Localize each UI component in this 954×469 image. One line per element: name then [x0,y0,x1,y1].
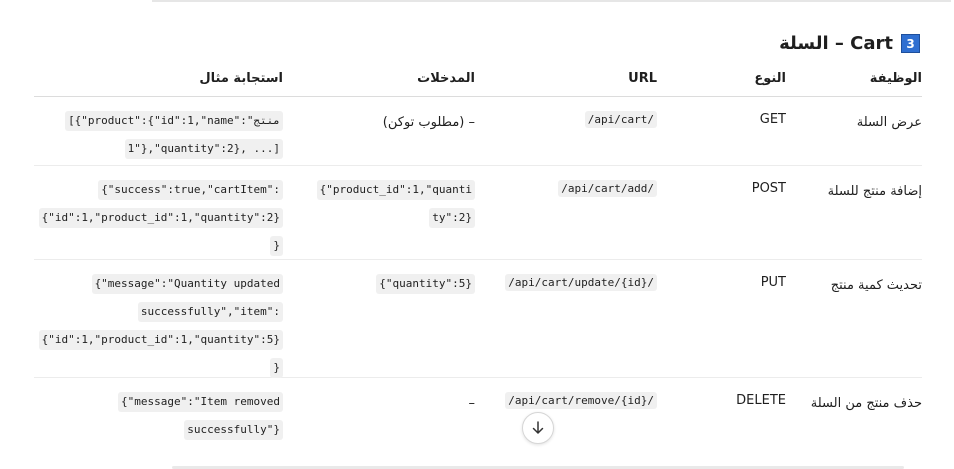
inputs-code-line: ty":2} [429,208,475,228]
scroll-to-bottom-button[interactable] [522,412,554,444]
cell-inputs [300,274,475,302]
cell-inputs [300,111,475,135]
cell-url [487,111,657,129]
table-row [34,97,922,166]
section-heading [779,33,920,54]
cell-inputs [300,392,475,416]
response-code-line: successfully"} [184,420,283,440]
cell-function: إضافة منتج للسلة [827,184,922,199]
inputs-text: – [468,396,475,411]
url-code: /api/cart/remove/{id}/ [505,392,657,409]
response-code-line: {"success":true,"cartItem": [98,180,283,200]
cart-api-table [34,62,922,458]
inputs-code-line: {"quantity":5} [376,274,475,294]
cell-example-response [34,180,283,264]
url-code: /api/cart/update/{id}/ [505,274,657,291]
section-title: Cart – السلة [779,33,893,54]
inputs-code-line: {"product_id":1,"quanti [317,180,475,200]
response-code-line: } [270,236,283,256]
cell-type: PUT [760,275,786,290]
response-code-line: 1"},"quantity":2}, ...] [125,139,283,159]
table-row [34,166,922,260]
header-url: URL [628,71,657,86]
cell-inputs [300,180,475,236]
cell-function: تحديث كمية منتج [830,278,922,293]
cell-example-response [34,392,283,448]
cell-url [487,274,657,292]
url-code: /api/cart/ [585,111,657,128]
inputs-text: – (مطلوب توكن) [382,115,475,130]
section-number-badge: 3 [901,34,920,53]
table-row [34,260,922,378]
response-code-line: {"id":1,"product_id":1,"quantity":5} [39,330,283,350]
response-code-line: {"message":"Item removed [118,392,283,412]
cell-type: GET [759,112,786,127]
url-code: /api/cart/add/ [558,180,657,197]
response-code-line: {"id":1,"product_id":1,"quantity":2} [39,208,283,228]
cell-type: DELETE [736,393,786,408]
cell-url [487,392,657,410]
cell-example-response [34,274,283,386]
cell-type: POST [751,181,786,196]
cell-function: حذف منتج من السلة [810,396,922,411]
header-inputs: المدخلات [417,71,475,86]
header-function: الوظيفة [869,71,922,86]
table-header-row [34,62,922,97]
response-code-line: {"message":"Quantity updated [92,274,283,294]
response-code-line: [{"product":{"id":1,"name":"منتج [65,111,283,131]
arrow-down-icon [530,420,546,436]
response-code-line: successfully","item": [138,302,283,322]
header-example-response: استجابة مثال [199,71,283,86]
table-row [34,378,922,458]
response-code-line: } [270,358,283,378]
cell-url [487,180,657,198]
header-type: النوع [754,71,786,86]
top-divider [152,0,951,2]
cell-function: عرض السلة [856,115,922,130]
cell-example-response [34,111,283,167]
